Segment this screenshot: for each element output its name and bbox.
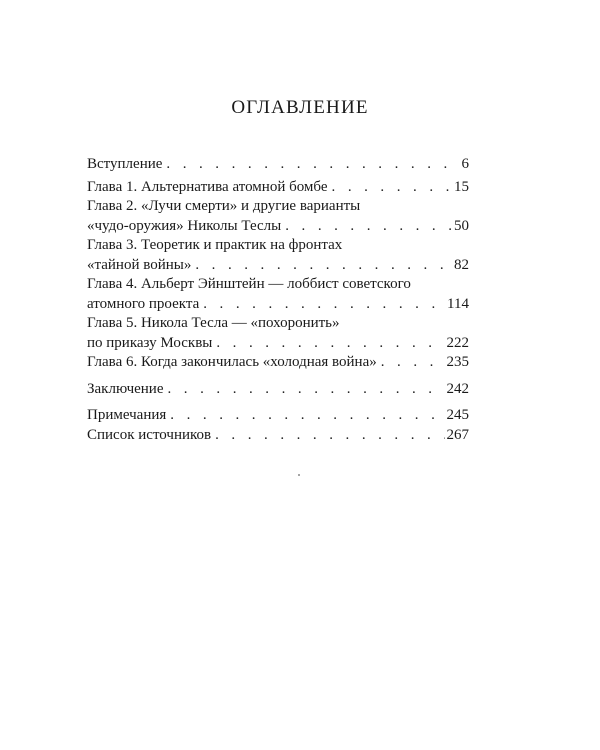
toc-dot-leader (216, 334, 444, 354)
toc-entry-title: Вступление (87, 156, 163, 172)
page-title: ОГЛАВЛЕНИЕ (231, 97, 369, 118)
toc-entry (87, 314, 469, 353)
toc-entry-title: Глава 1. Альтернатива атомной бомбе (87, 178, 328, 195)
table-of-contents (87, 155, 469, 445)
toc-page-number: 6 (461, 156, 469, 172)
toc-entry (87, 426, 469, 446)
toc-entry (87, 178, 469, 198)
toc-entry-title-continued: «чудо-оружия» Николы Теслы (87, 217, 282, 234)
toc-dot-leader (381, 353, 445, 373)
toc-entry-title: Список источников (87, 426, 212, 443)
toc-entry-title: Примечания (87, 407, 167, 423)
toc-entry-title-continued: атомного проекта (87, 295, 200, 312)
toc-entry-title: Глава 2. «Лучи смерти» и другие варианты (87, 198, 361, 214)
toc-entry (87, 353, 469, 373)
toc-dot-leader (285, 217, 452, 237)
toc-dot-leader (166, 155, 459, 175)
toc-entry (87, 406, 469, 426)
toc-entry-title: Глава 4. Альберт Эйнштейн — лоббист советского (87, 276, 411, 292)
toc-page-number: 235 (446, 354, 469, 370)
toc-entry-title-continued: по приказу Москвы (87, 334, 213, 351)
toc-dot-leader (332, 178, 452, 198)
toc-entry (87, 197, 469, 236)
toc-page-number: 267 (446, 426, 469, 443)
toc-dot-leader (203, 295, 445, 315)
toc-dot-leader (195, 256, 452, 276)
toc-page-number: 242 (446, 380, 469, 397)
toc-page-number: 114 (447, 295, 469, 312)
toc-page-number: 245 (446, 407, 469, 423)
toc-page-number: 50 (454, 217, 469, 234)
toc-entry (87, 236, 469, 275)
toc-page-number: 82 (454, 256, 469, 273)
toc-page-number: 222 (446, 334, 469, 351)
toc-entry (87, 155, 469, 175)
toc-entry-title-continued: «тайной войны» (87, 256, 192, 273)
toc-entry (87, 380, 469, 400)
toc-dot-leader (168, 380, 445, 400)
toc-entry-title: Глава 5. Никола Тесла — «похоронить» (87, 315, 340, 331)
print-speck (298, 474, 300, 476)
toc-entry-title: Заключение (87, 380, 164, 397)
toc-dot-leader (170, 406, 444, 426)
toc-entry-title: Глава 6. Когда закончилась «холодная война» (87, 354, 377, 370)
toc-dot-leader (215, 426, 444, 446)
toc-entry (87, 275, 469, 314)
toc-page-number: 15 (454, 178, 469, 195)
toc-entry-title: Глава 3. Теоретик и практик на фронтах (87, 237, 343, 253)
